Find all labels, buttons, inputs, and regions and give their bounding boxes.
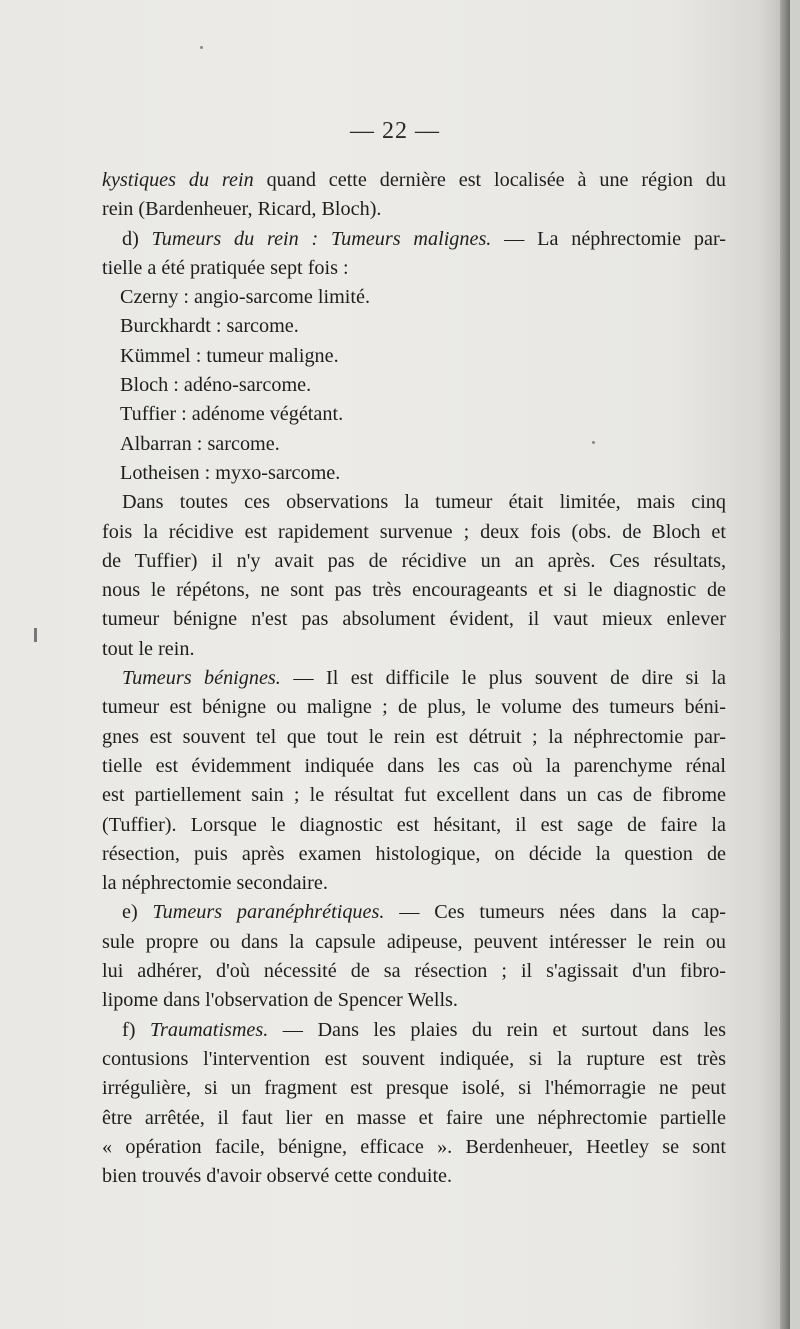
line-text: la néphrectomie secondaire.	[102, 872, 328, 895]
text-line	[102, 869, 726, 898]
line-prefix: d)	[122, 227, 152, 250]
text-line	[102, 723, 726, 752]
line-text: gnes est souvent tel que tout le rein est détruit ; la néphrectomie par-	[102, 725, 726, 748]
text-line	[102, 225, 726, 254]
text-line	[102, 576, 726, 605]
text-line	[102, 283, 726, 312]
line-text: tout le rein.	[102, 637, 195, 660]
line-text: Czerny : angio-sarcome limité.	[120, 286, 371, 309]
text-line	[102, 840, 726, 869]
line-text: tielle est évidemment indiquée dans les cas où la parenchyme rénal	[102, 754, 726, 777]
text-line	[102, 781, 726, 810]
line-text: sule propre ou dans la capsule adipeuse, peuvent intéresser le rein ou	[102, 930, 726, 953]
line-text: fois la récidive est rapidement survenue ; deux fois (obs. de Bloch et	[102, 520, 726, 543]
line-text: tielle a été pratiquée sept fois :	[102, 256, 349, 279]
line-text: « opération facile, bénigne, efficace ». Berdenheuer, Heetley se sont	[102, 1135, 726, 1158]
text-line	[102, 371, 726, 400]
line-text: être arrêtée, il faut lier en masse et faire une néphrectomie partielle	[102, 1106, 726, 1129]
line-text: lipome dans l'observation de Spencer Wells.	[102, 989, 458, 1012]
line-text: Kümmel : tumeur maligne.	[120, 344, 339, 367]
line-text: tumeur est bénigne ou maligne ; de plus, le volume des tumeurs béni-	[102, 696, 726, 719]
line-text: — Dans les plaies du rein et surtout dans les	[268, 1018, 726, 1041]
text-line	[102, 635, 726, 664]
text-line	[102, 957, 726, 986]
line-text: quand cette dernière est localisée à une région du	[253, 169, 726, 191]
text-line	[102, 605, 726, 634]
line-text: — Il est difficile le plus souvent de dire si la	[280, 667, 727, 690]
text-line	[102, 312, 726, 341]
line-text: contusions l'intervention est souvent indiquée, si la rupture est très	[102, 1047, 726, 1070]
line-text: — La néphrectomie par-	[491, 227, 726, 250]
page-edge-shadow	[780, 0, 790, 1329]
text-line	[102, 547, 726, 576]
text-line	[102, 664, 726, 693]
text-line	[102, 986, 726, 1015]
text-line	[102, 518, 726, 547]
text-line	[102, 811, 726, 840]
line-text: Lotheisen : myxo-sarcome.	[120, 461, 341, 484]
text-line	[102, 459, 726, 488]
text-line	[102, 254, 726, 283]
body-text	[102, 166, 726, 1191]
line-text: Burckhardt : sarcome.	[120, 315, 299, 338]
line-text: rein (Bardenheuer, Ricard, Bloch).	[102, 198, 382, 221]
text-line	[102, 1074, 726, 1103]
text-line	[102, 1045, 726, 1074]
line-text: Dans toutes ces observations la tumeur était limitée, mais cinq	[122, 491, 726, 514]
text-line	[102, 898, 726, 927]
line-text: (Tuffier). Lorsque le diagnostic est hésitant, il est sage de faire la	[102, 813, 726, 836]
line-text: nous le répétons, ne sont pas très encourageants et si le diagnostic de	[102, 579, 726, 602]
line-text: tumeur bénigne n'est pas absolument évident, il vaut mieux enlever	[102, 608, 726, 631]
text-line	[102, 488, 726, 517]
line-text: Albarran : sarcome.	[120, 432, 280, 455]
line-text: résection, puis après examen histologique, on décide la question de	[102, 842, 726, 865]
line-text: de Tuffier) il n'y avait pas de récidive un an après. Ces résultats,	[102, 549, 726, 572]
italic-heading: Tumeurs du rein : Tumeurs malignes.	[151, 227, 492, 250]
text-line	[102, 693, 726, 722]
text-line	[102, 400, 726, 429]
line-text: est partiellement sain ; le résultat fut excellent dans un cas de fibrome	[102, 784, 726, 807]
italic-heading: kystiques du rein	[102, 169, 254, 191]
text-line	[102, 1016, 726, 1045]
line-text: Tuffier : adénome végétant.	[120, 403, 344, 426]
text-line	[102, 752, 726, 781]
line-prefix: e)	[122, 901, 153, 924]
line-prefix: f)	[122, 1018, 150, 1041]
text-line	[102, 928, 726, 957]
italic-heading: Traumatismes.	[149, 1018, 269, 1041]
text-line	[102, 1162, 726, 1191]
text-line	[102, 166, 726, 195]
text-line	[102, 1104, 726, 1133]
line-text: lui adhérer, d'où nécessité de sa résection ; il s'agissait d'un fibro-	[102, 960, 726, 983]
paper-speck	[200, 46, 203, 49]
text-line	[102, 1133, 726, 1162]
line-text: bien trouvés d'avoir observé cette conduite.	[102, 1165, 453, 1188]
text-line	[102, 195, 726, 224]
text-line	[102, 342, 726, 371]
line-text: Bloch : adéno-sarcome.	[120, 374, 312, 397]
paper-speck	[592, 441, 595, 444]
line-text: irrégulière, si un fragment est presque isolé, si l'hémorragie ne peut	[102, 1077, 726, 1100]
line-text: — Ces tumeurs nées dans la cap-	[384, 901, 727, 924]
italic-heading: Tumeurs paranéphrétiques.	[152, 901, 385, 924]
text-line	[102, 430, 726, 459]
margin-mark	[34, 628, 37, 642]
page-number: — 22 —	[350, 118, 440, 144]
italic-heading: Tumeurs bénignes.	[122, 667, 281, 690]
